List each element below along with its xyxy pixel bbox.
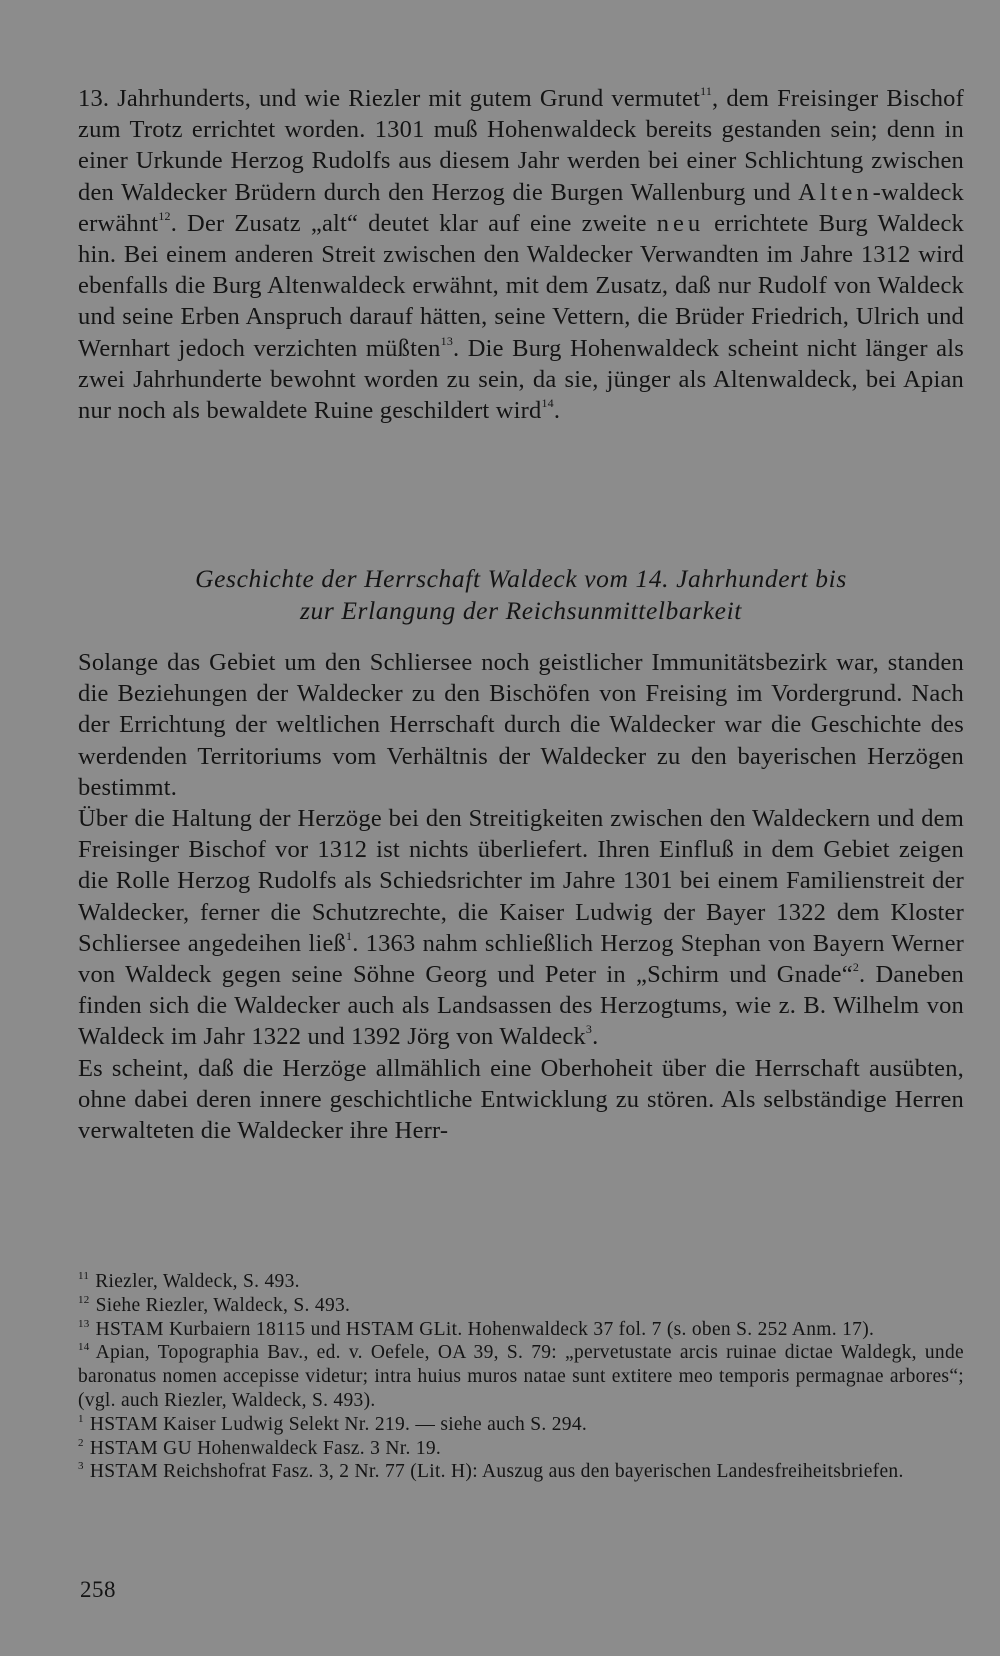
paragraph-3 <box>78 803 964 1053</box>
footnote-text: HSTAM Kurbaiern 18115 und HSTAM GLit. Hohenwaldeck 37 fol. 7 (s. oben S. 252 Anm. 17). <box>95 1318 875 1340</box>
footnote <box>78 1294 964 1318</box>
heading-line-2: zur Erlangung der Reichsunmittelbarkeit <box>300 596 742 625</box>
footnote-ref: 2 <box>852 960 860 975</box>
paragraph-2: Solange das Gebiet um den Schliersee noch geistlicher Immunitätsbezirk war, standen die Beziehungen der Waldecker zu den Bischöfen von Freising im Vordergrund. Nach der Errichtung der weltlichen Herrschaft durch die Waldecker war die Geschichte des werdenden Territoriums vom Verhältnis der Waldecker zu den bayerischen Herzögen bestimmt. <box>78 649 964 801</box>
paragraph-4: Es scheint, daß die Herzöge allmählich eine Oberhoheit über die Herrschaft ausübten, ohne dabei deren innere geschichtliche Entwicklung zu stören. Als selbständige Herren verwalteten die Waldecker ihre Herr- <box>78 1054 964 1145</box>
heading-line-1: Geschichte der Herrschaft Waldeck vom 14. Jahrhundert bis <box>195 564 847 593</box>
footnotes <box>78 1270 964 1484</box>
spaced-text: neu <box>656 209 705 237</box>
footnote-number: 14 <box>78 1341 90 1354</box>
footnote-number: 1 <box>78 1412 84 1425</box>
footnote-number: 2 <box>78 1436 84 1449</box>
footnote-number: 3 <box>78 1460 84 1473</box>
footnote-number: 11 <box>78 1270 90 1282</box>
footnote-text: HSTAM Reichshofrat Fasz. 3, 2 Nr. 77 (Lit. H): Auszug aus den bayerischen Landesfreiheitsbriefen. <box>89 1461 904 1483</box>
page-number: 258 <box>80 1577 116 1602</box>
footnote-ref: 1 <box>346 928 353 943</box>
footnote <box>78 1460 964 1484</box>
footnote-text: HSTAM Kaiser Ludwig Selekt Nr. 219. — siehe auch S. 294. <box>89 1413 588 1435</box>
footnote-text: Apian, Topographia Bav., ed. v. Oefele, OA 39, S. 79: „pervetustate arcis ruinae dictae Waldegk, unde baronatus nomen accepisse videtur; intra huius muros natae sunt extitere meo temporis permagnae arbores“; (vgl. auch Riezler, Waldeck, S. 493). <box>78 1342 964 1411</box>
footnote-ref: 12 <box>158 208 171 223</box>
footnote <box>78 1318 964 1342</box>
text-run: . <box>592 1023 599 1051</box>
footnote <box>78 1413 964 1437</box>
footnote-ref: 14 <box>541 396 554 411</box>
text-run: -waldeck erwähnt <box>78 178 964 237</box>
footnote-text: HSTAM GU Hohenwaldeck Fasz. 3 Nr. 19. <box>89 1437 442 1459</box>
footnote <box>78 1270 964 1294</box>
text-run: . Der Zusatz „alt“ deutet klar auf eine zweite <box>170 209 657 237</box>
footnote-ref: 11 <box>700 84 713 98</box>
text-run: Über die Haltung der Herzöge bei den Streitigkeiten zwischen den Waldeckern und dem Freisinger Bischof vor 1312 ist nichts überliefert. Ihren Einfluß in dem Gebiet zeigen die Rolle Herzog Rudolfs als Schiedsrichter im Jahre 1301 bei einem Familienstreit der Waldecker, ferner die Schutzrechte, die Kaiser Ludwig der Bayer 1322 dem Kloster Schliersee angedeihen ließ <box>78 805 964 957</box>
text-run: . Die Burg Hohenwaldeck scheint nicht länger als zwei Jahrhunderte bewohnt worden zu sein, da sie, jünger als Altenwaldeck, bei Apian nur noch als bewaldete Ruine geschildert wird <box>78 334 964 425</box>
footnote-text: Riezler, Waldeck, S. 493. <box>95 1271 300 1292</box>
spaced-text: Alten <box>798 178 873 206</box>
text-run: , dem Freisinger Bischof zum Trotz errichtet worden. 1301 muß Hohenwaldeck bereits gestanden sein; denn in einer Urkunde Herzog Rudolfs aus diesem Jahr werden bei einer Schlichtung zwischen den Waldecker Brüdern durch den Herzog die Burgen Wallenburg und <box>78 85 964 206</box>
text-run: errichtete Burg Waldeck hin. Bei einem anderen Streit zwischen den Waldecker Verwandten im Jahre 1312 wird ebenfalls die Burg Altenwaldeck erwähnt, mit dem Zusatz, daß nur Rudolf von Waldeck und seine Erben Anspruch darauf hätten, seine Vettern, die Brüder Friedrich, Ulrich und Wernhart jedoch verzichten müßten <box>78 209 964 362</box>
text-run: . <box>553 397 561 425</box>
paragraph-1 <box>78 83 964 426</box>
footnote-ref: 13 <box>440 333 454 348</box>
footnote <box>78 1437 964 1461</box>
footnote-number: 12 <box>78 1293 90 1306</box>
footnote-ref: 3 <box>585 1022 593 1037</box>
text-run: . Daneben finden sich die Waldecker auch als Landsassen des Herzogtums, wie z. B. Wilhelm von Waldeck im Jahr 1322 und 1392 Jörg von Waldeck <box>78 961 965 1051</box>
text-run: . 1363 nahm schließlich Herzog Stephan von Bayern Werner von Waldeck gegen seine Söhne Georg und Peter in „Schirm und Gnade“ <box>78 929 965 989</box>
section-body <box>78 647 964 1146</box>
footnote-number: 13 <box>78 1317 90 1330</box>
footnote <box>78 1341 964 1412</box>
section-heading <box>78 563 964 627</box>
footnote-text: Siehe Riezler, Waldeck, S. 493. <box>95 1294 351 1316</box>
text-run: 13. Jahrhunderts, und wie Riezler mit gutem Grund vermutet <box>78 85 701 112</box>
